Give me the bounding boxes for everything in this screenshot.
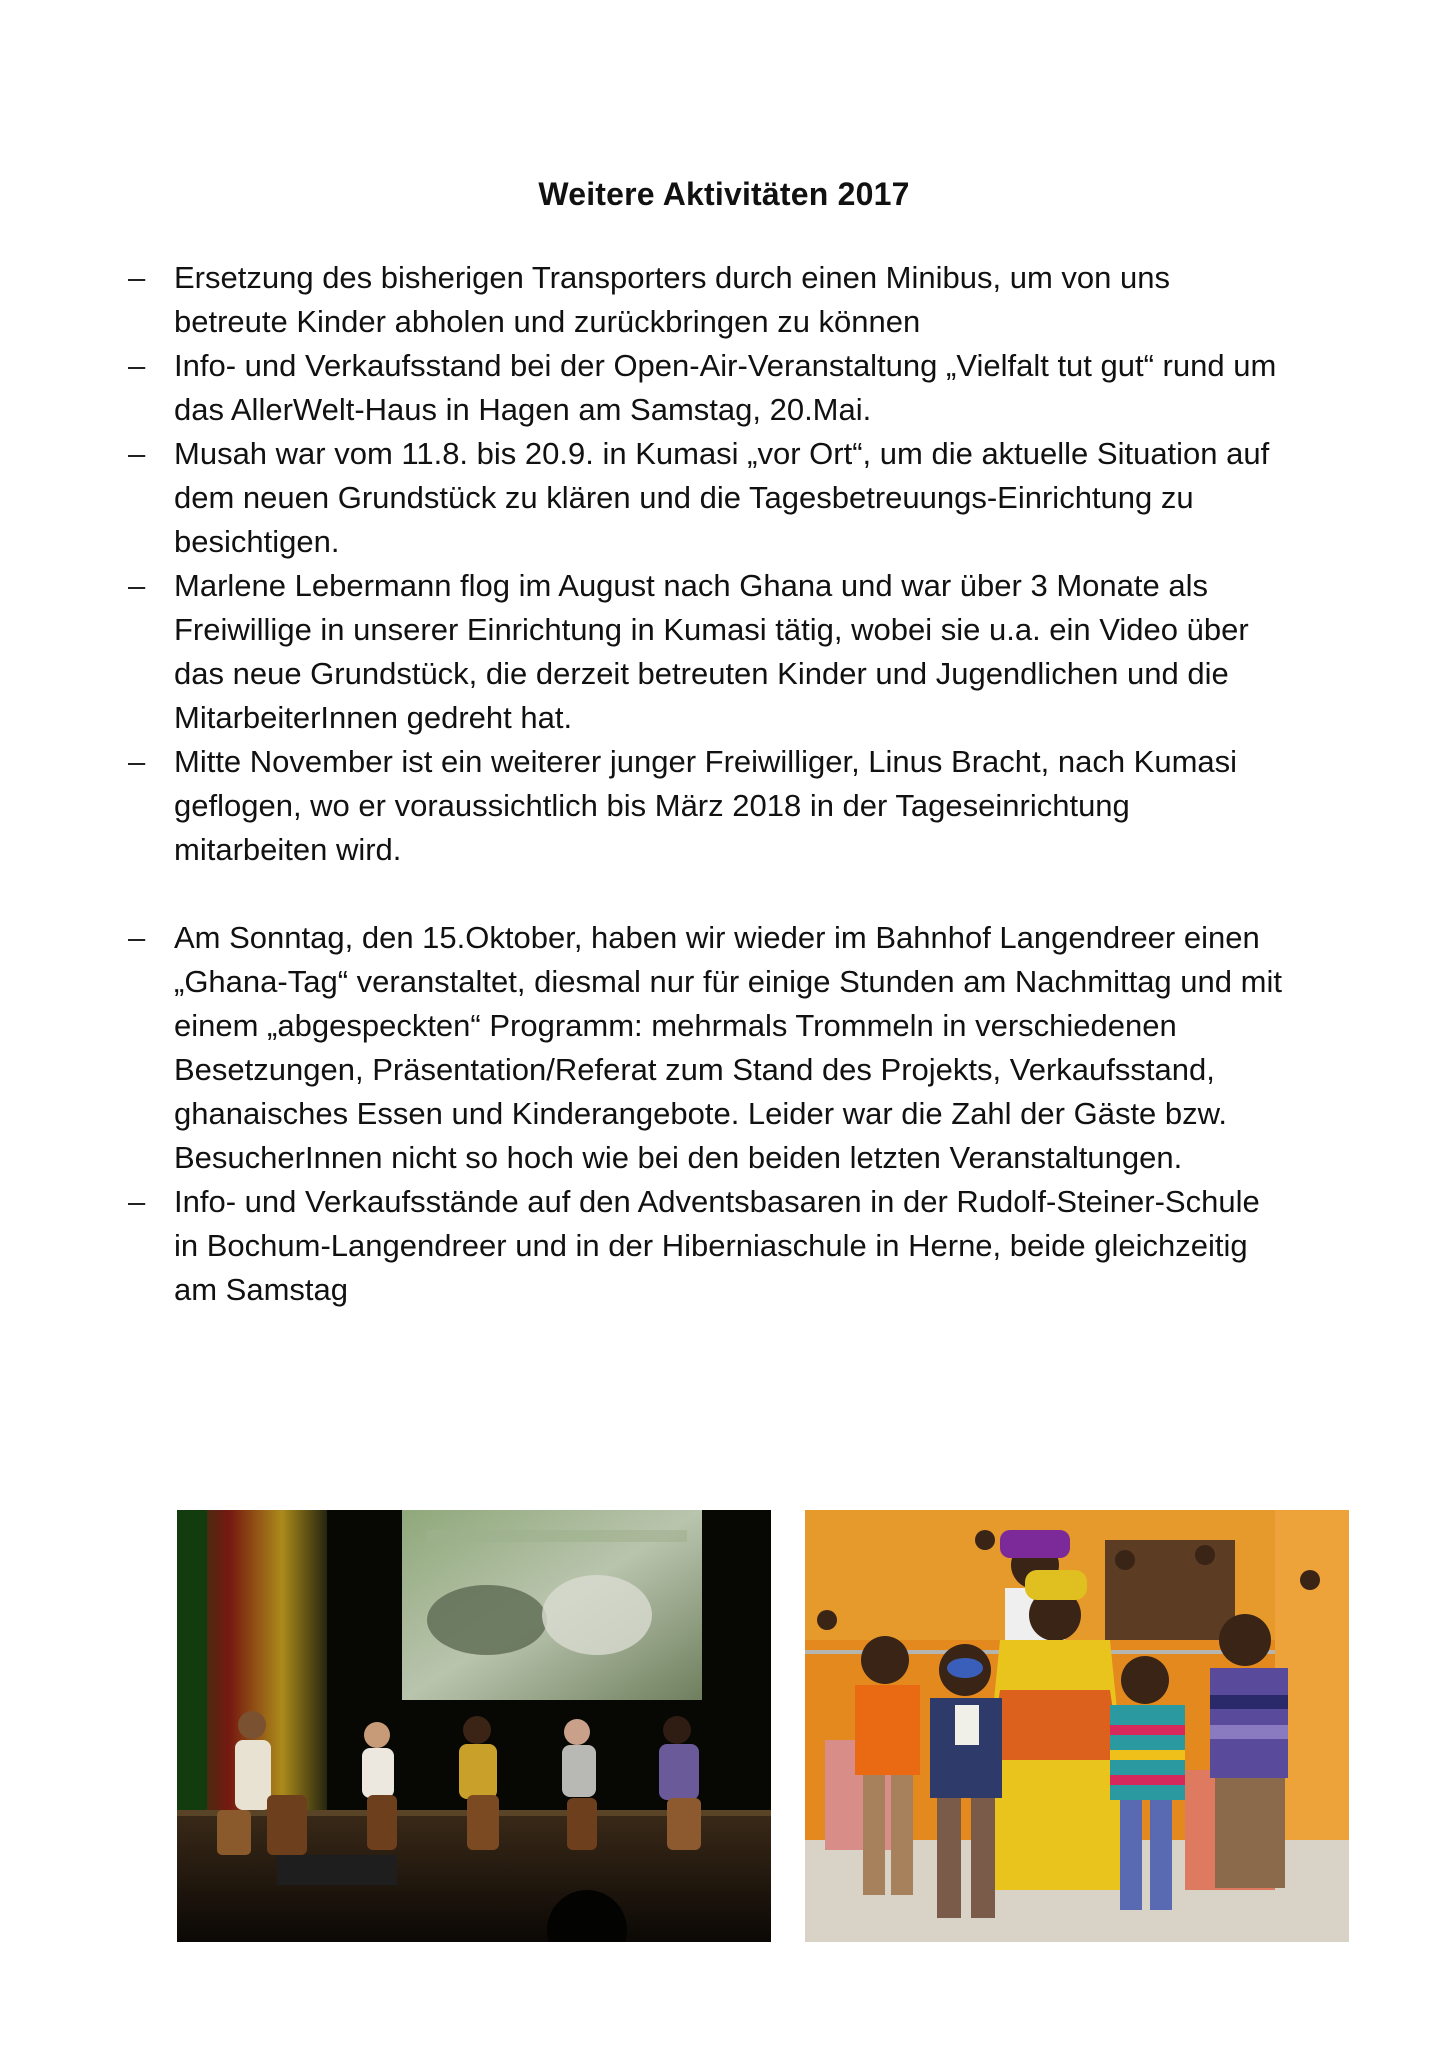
list-item: [128, 1180, 1288, 1312]
stage-drummers-illustration: [177, 1510, 771, 1942]
dash-bullet: –: [128, 348, 146, 383]
list-item-text: Marlene Lebermann flog im August nach Ghana und war über 3 Monate als Freiwillige in unserer Einrichtung in Kumasi tätig, wobei sie u.a. ein Video über das neue Grundstück, die derzeit betreuten Kinder und Jugendlichen und die MitarbeiterInnen gedreht hat.: [174, 568, 1249, 735]
list-item: [128, 344, 1288, 432]
list-item-text: Info- und Verkaufsstand bei der Open-Air-Veranstaltung „Vielfalt tut gut“ rund um das AllerWelt-Haus in Hagen am Samstag, 20.Mai.: [174, 348, 1277, 427]
list-item: [128, 916, 1288, 1180]
list-item-text: Mitte November ist ein weiterer junger Freiwilliger, Linus Bracht, nach Kumasi geflogen, wo er voraussichtlich bis März 2018 in der Tageseinrichtung mitarbeiten wird.: [174, 744, 1238, 867]
list-item: [128, 564, 1288, 740]
list-item-text: Musah war vom 11.8. bis 20.9. in Kumasi „vor Ort“, um die aktuelle Situation auf dem neuen Grundstück zu klären und die Tagesbetreuungs-Einrichtung zu besichtigen.: [174, 436, 1270, 559]
list-item-text: Info- und Verkaufsstände auf den Adventsbasaren in der Rudolf-Steiner-Schule in Bochum-Langendreer und in der Hiberniaschule in Herne, beide gleichzeitig am Samstag: [174, 1184, 1260, 1307]
dash-bullet: –: [128, 436, 146, 471]
list-item-text: Ersetzung des bisherigen Transporters durch einen Minibus, um von uns betreute Kinder abholen und zurückbringen zu können: [174, 260, 1170, 339]
page-title: Weitere Aktivitäten 2017: [538, 176, 910, 212]
children-group-illustration: [805, 1510, 1349, 1942]
dash-bullet: –: [128, 1184, 146, 1219]
dash-bullet: –: [128, 744, 146, 779]
list-item-text: Am Sonntag, den 15.Oktober, haben wir wieder im Bahnhof Langendreer einen „Ghana-Tag“ veranstaltet, diesmal nur für einige Stunden am Nachmittag und mit einem „abgespeckten“ Programm: mehrmals Trommeln in verschiedenen Besetzungen, Präsentation/Referat zum Stand des Projekts, Verkaufsstand, ghanaisches Essen und Kinderangebote. Leider war die Zahl der Gäste bzw. BesucherInnen nicht so hoch wie bei den beiden letzten Veranstaltungen.: [174, 920, 1282, 1175]
photo-stage-drummers: [177, 1510, 771, 1942]
dash-bullet: –: [128, 568, 146, 603]
list-item: [128, 432, 1288, 564]
dash-bullet: –: [128, 920, 146, 955]
photo-children-group: [805, 1510, 1349, 1942]
list-item: [128, 256, 1288, 344]
activity-list: [128, 256, 1288, 1312]
list-item: [128, 740, 1288, 872]
dash-bullet: –: [128, 260, 146, 295]
